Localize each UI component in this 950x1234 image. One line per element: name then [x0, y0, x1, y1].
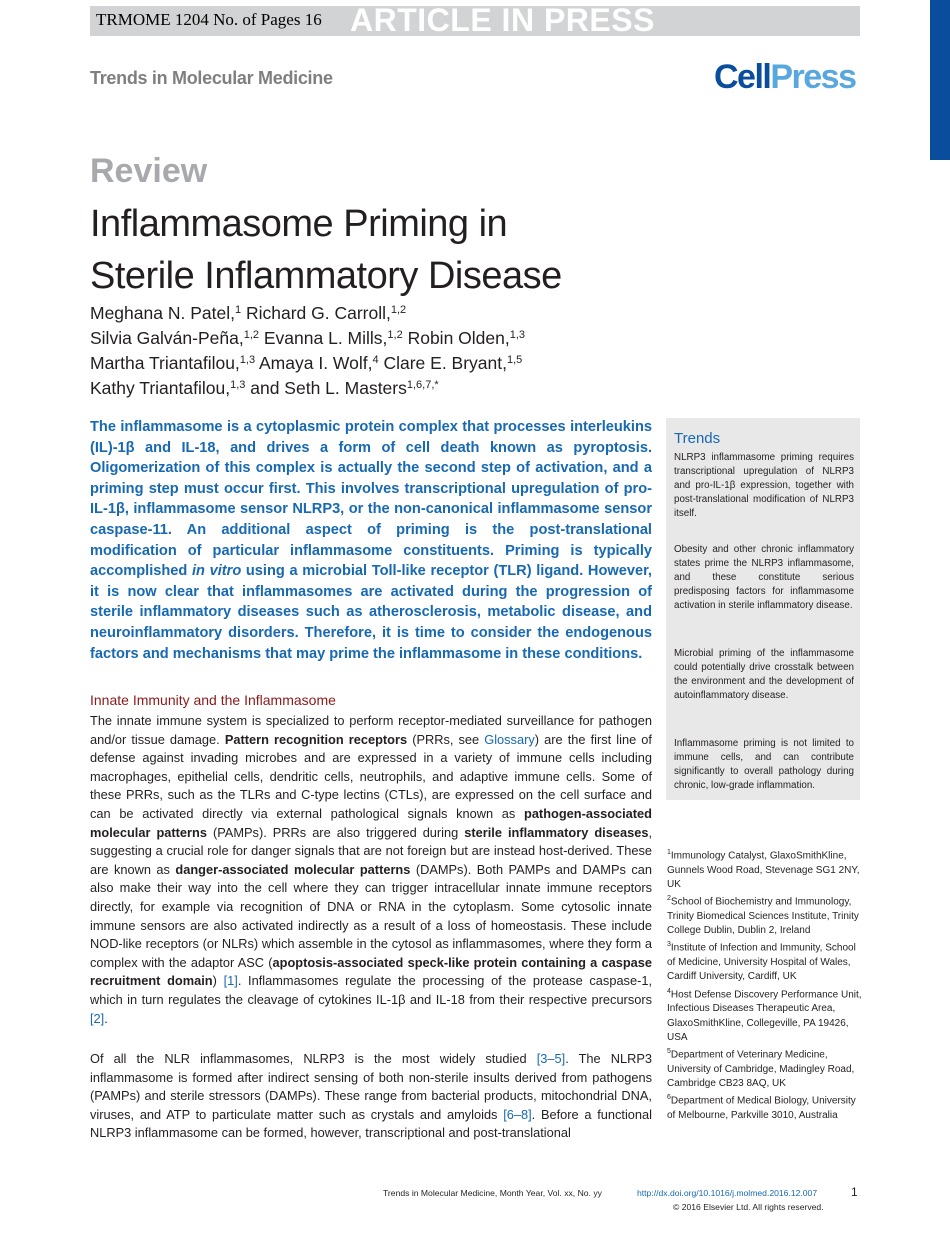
abstract-text: using a microbial Toll-like receptor (TLR) ligand. However, it is now clear that inflammasomes are activated during the progression of sterile inflammatory diseases such as atherosclerosis, metabolic disease, and neuroinflammatory disorders. Therefore, it is time to consider the endogenous factors and mechanisms that may prime the inflammasome in these conditions. [90, 563, 652, 662]
author-affiliation: 1,6,7,* [406, 379, 439, 391]
side-color-tab [930, 0, 950, 160]
body-paragraph [90, 1050, 652, 1143]
abstract [90, 417, 652, 664]
author-name: Richard G. Carroll, [245, 303, 391, 323]
section-heading: Innate Immunity and the Inflammasome [90, 692, 336, 708]
author-affiliation: 1,3 [509, 329, 526, 341]
author-line [90, 376, 660, 401]
author-affiliation: 1,2 [390, 304, 407, 316]
text-run: . [104, 1010, 108, 1026]
author-name: Evanna L. Mills, [263, 328, 388, 348]
affiliation-number: 2 [667, 895, 671, 903]
text-run: (DAMPs). Both PAMPs and DAMPs can also make their way into the cell where they can trigger intracellular innate immune receptors directly, for example via recognition of DNA or RNA in the cytoplasm. Some cytosolic innate immune sensors are also activated indirectly as a result of a loss of homeostasis. These include NOD-like receptors (or NLRs) which assemble in the cytosol as inflammasomes, where they form a complex with the adaptor ASC ( [90, 861, 652, 970]
author-line [90, 326, 660, 351]
affiliation-text: Department of Medical Biology, University of Melbourne, Parkville 3010, Australia [667, 1095, 856, 1122]
body-paragraph [90, 712, 652, 1028]
title-line-1: Inflammasome Priming in [90, 203, 508, 245]
copyright: © 2016 Elsevier Ltd. All rights reserved. [673, 1202, 824, 1212]
text-run: The innate immune system is specialized to perform receptor-mediated surveillance for pathogen and/or tissue damage. [90, 713, 652, 747]
affiliation-item [667, 846, 863, 892]
trends-item: NLRP3 inflammasome priming requires transcriptional upregulation of NLRP3 and pro-IL-1β expression, together with post-translational modification of NLRP3 itself. [674, 452, 854, 520]
affiliation-number: 3 [667, 941, 671, 949]
affiliation-text: Host Defense Discovery Performance Unit, Infectious Diseases Therapeutic Area, GlaxoSmithKline, Collegeville, PA 19426, USA [667, 988, 862, 1043]
affiliation-text: Immunology Catalyst, GlaxoSmithKline, Gunnels Wood Road, Stevenage SG1 2NY, UK [667, 850, 860, 890]
glossary-term: Pattern recognition receptors [224, 731, 408, 747]
author-name: Amaya I. Wolf, [259, 353, 373, 373]
title-line-2: Sterile Inflammatory Disease [90, 255, 562, 297]
footer-citation: Trends in Molecular Medicine, Month Year, Vol. xx, No. yy [383, 1188, 602, 1198]
reference-link[interactable]: [1] [223, 973, 238, 989]
manuscript-code: TRMOME 1204 No. of Pages 16 [96, 10, 322, 29]
affiliation-item [667, 1091, 863, 1123]
text-run: Of all the NLR inflammasomes, NLRP3 is the most widely studied [90, 1051, 537, 1066]
author-name: Clare E. Bryant, [383, 353, 507, 373]
affiliation-item [667, 1045, 863, 1091]
affiliations [667, 846, 863, 1123]
author-affiliation: 1,5 [507, 354, 523, 366]
author-name: Kathy Triantafilou, [90, 378, 231, 398]
affiliation-number: 5 [667, 1048, 671, 1056]
affiliation-text: Department of Veterinary Medicine, University of Cambridge, Madingley Road, Cambridge CB23 8AQ, UK [667, 1049, 855, 1090]
glossary-link[interactable]: Glossary [484, 731, 535, 747]
author-name: Martha Triantafilou, [90, 353, 240, 373]
author-line [90, 351, 660, 376]
doi-link[interactable]: http://dx.doi.org/10.1016/j.molmed.2016.12.007 [637, 1188, 818, 1198]
logo-part-press: Press [770, 58, 856, 96]
text-run: (PRRs, see [407, 731, 485, 747]
text-run: . Before a functional NLRP3 inflammasome can be formed, however, transcriptional and post-translational [90, 1106, 652, 1141]
glossary-term: apoptosis-associated speck-like protein containing a caspase recruitment domain [90, 954, 652, 989]
trends-title: Trends [674, 430, 721, 447]
affiliation-number: 6 [667, 1094, 671, 1102]
affiliation-item [667, 985, 863, 1046]
article-in-press-label: ARTICLE IN PRESS [350, 2, 655, 38]
author-name: Meghana N. Patel, [90, 303, 235, 323]
author-name: Robin Olden, [407, 328, 510, 348]
author-affiliation: 1,2 [387, 329, 403, 341]
author-name: Silvia Galván-Peña, [90, 328, 244, 348]
trends-item: Microbial priming of the inflammasome could potentially drive crosstalk between the environment and the development of autoinflammatory disease. [674, 648, 854, 702]
cellpress-logo [714, 58, 856, 97]
affiliation-number: 4 [667, 987, 671, 995]
glossary-term: pathogen-associated molecular patterns [90, 805, 652, 840]
affiliation-text: School of Biochemistry and Immunology, Trinity Biomedical Sciences Institute, Trinity College Dublin, Dublin 2, Ireland [667, 896, 859, 937]
author-affiliation: 1,3 [230, 379, 246, 391]
author-list [90, 301, 660, 401]
text-run: ) [212, 973, 224, 989]
author-name: and Seth L. Masters [250, 378, 407, 398]
section-label: Review [90, 152, 208, 190]
page-number: 1 [851, 1185, 858, 1199]
abstract-italic: in vitro [191, 563, 242, 580]
reference-link[interactable]: [6–8] [503, 1106, 532, 1122]
trends-item: Obesity and other chronic inflammatory states prime the NLRP3 inflammasome, and these constitute serious predisposing factors for inflammasome activation in sterile inflammatory disease. [674, 544, 854, 612]
text-run: (PAMPs). PRRs are also triggered during [206, 824, 465, 840]
affiliation-text: Institute of Infection and Immunity, School of Medicine, University Hospital of Wales, Cardiff University, Cardiff, UK [667, 942, 856, 983]
trends-item: Inflammasome priming is not limited to immune cells, and can contribute significantly to overall pathology during chronic, low-grade inflammation. [674, 738, 854, 792]
article-title [90, 198, 710, 302]
reference-link[interactable]: [3–5] [536, 1051, 566, 1066]
affiliation-number: 1 [667, 849, 671, 856]
author-affiliation: 1,3 [239, 354, 256, 366]
author-line [90, 301, 660, 326]
author-affiliation: 4 [372, 354, 379, 366]
author-affiliation: 1 [234, 304, 242, 316]
affiliation-item [667, 938, 863, 984]
author-affiliation: 1,2 [243, 329, 259, 341]
reference-link[interactable]: [2] [90, 1010, 105, 1026]
journal-name: Trends in Molecular Medicine [90, 68, 333, 88]
logo-part-cell: Cell [714, 58, 771, 96]
glossary-term: sterile inflammatory diseases [464, 824, 649, 840]
text-run: , suggesting a crucial role for danger signals that are not foreign but are instead host-derived. These are known as [90, 824, 652, 877]
text-run: . The NLRP3 inflammasome is formed after indirect sensing of both non-sterile insults derived from pathogens (PAMPs) and sterile stressors (DAMPs). These range from bacterial products, mitochondrial DNA, viruses, and ATP to particulate matter such as crystals and amyloids [90, 1051, 652, 1122]
text-run: . Inflammasomes regulate the processing of the protease caspase-1, which in turn regulates the cleavage of cytokines IL-1β and IL-18 from their respective precursors [90, 973, 653, 1007]
glossary-term: danger-associated molecular patterns [175, 861, 411, 877]
affiliation-item [667, 892, 863, 938]
text-run: ) are the first line of defense against invading microbes and are expressed in a variety of immune cells including macrophages, epithelial cells, dendritic cells, neutrophils, and adaptive immune cells. Some of these PRRs, such as the TLRs and C-type lectins (CTLs), are expressed on the cell surface and can be activated directly via external pathological signals known as [90, 731, 652, 821]
abstract-text: The inflammasome is a cytoplasmic protein complex that processes interleukins (IL)-1β and IL-18, and drives a form of cell death known as pyroptosis. Oligomerization of this complex is actually the second step of activation, and a priming step must occur first. This involves transcriptional upregulation of pro-IL-1β, inflammasome sensor NLRP3, or the non-canonical inflammasome sensor caspase-11. An additional aspect of priming is the post-translational modification of particular inflammasome constituents. Priming is typically accomplished [90, 419, 652, 580]
